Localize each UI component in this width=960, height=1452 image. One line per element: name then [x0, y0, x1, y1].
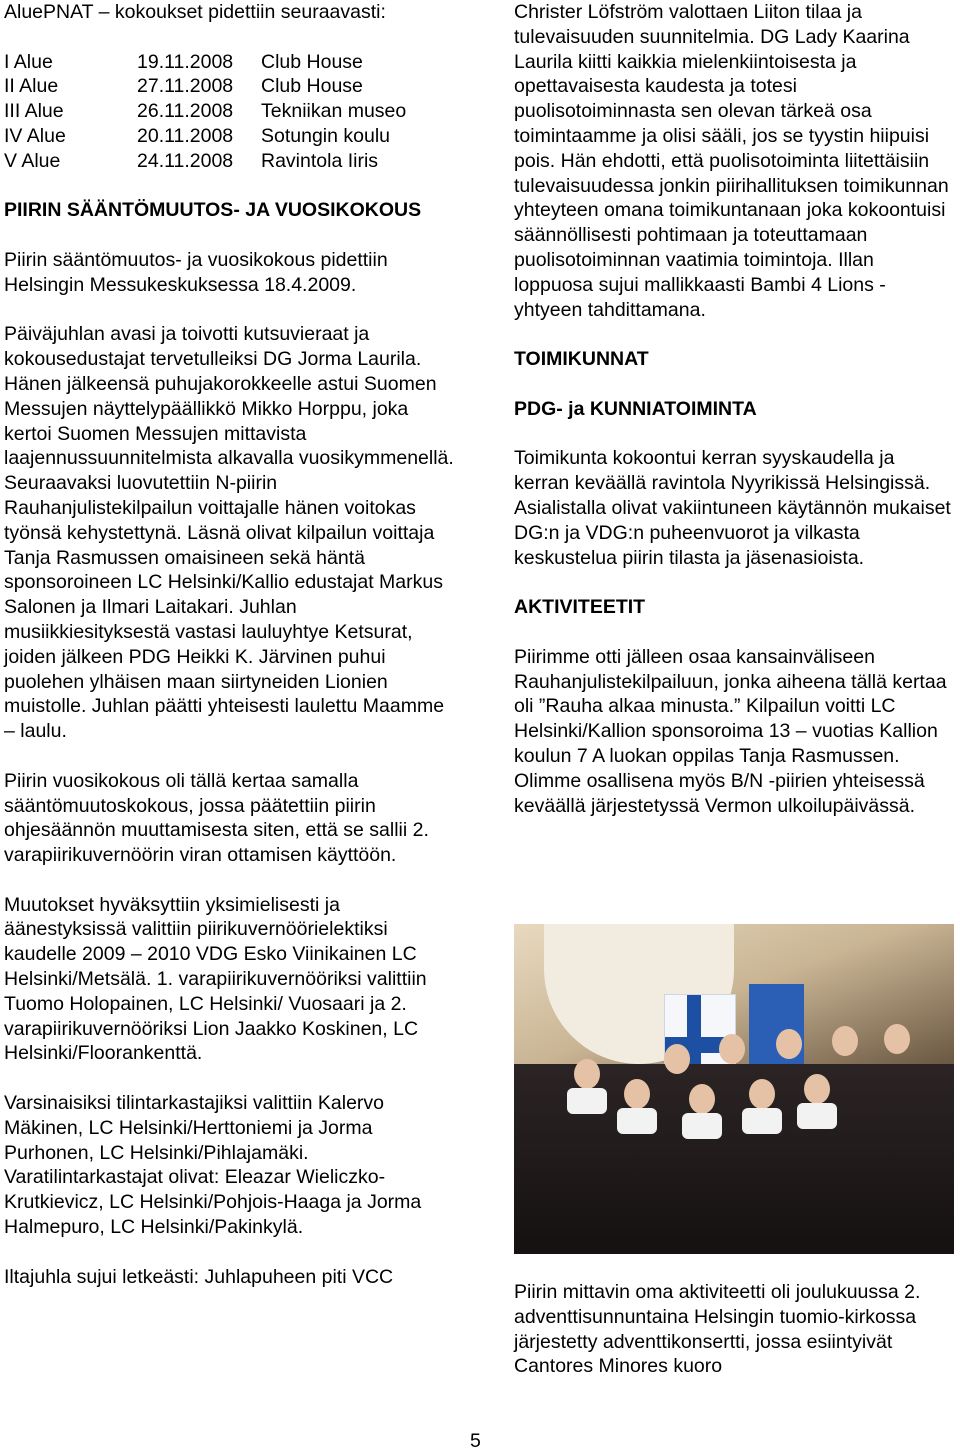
table-row: [4, 99, 406, 124]
meeting-place: Tekniikan museo: [261, 100, 407, 123]
paragraph: Piirin vuosikokous oli tällä kertaa samalla sääntömuutoskokous, jossa päätettiin piirin ohjesäännön muuttamisesta siten, että se sallii 2. varapiirikuvernöörin viran ottamisen käyttöön.: [4, 769, 429, 867]
meeting-alue: IV Alue: [4, 124, 66, 147]
photo-caption: Piirin mittavin oma aktiviteetti oli joulukuussa 2. adventtisunnuntaina Helsingin tuomio-kirkossa järjestetty adventtikonsertti, jossa esiintyivät Cantores Minores kuoro: [514, 1281, 921, 1378]
paragraph: Toimikunta kokoontui kerran syyskaudella ja kerran keväällä ravintola Nyyrikissä Helsingissä. Asialistalla olivat vakiintuneen käytännön mukaiset DG:n ja VDG:n puheenvuorot ja vilkasta keskustelua piirin tilasta ja jäsenasioista.: [514, 447, 951, 569]
meetings-table: [4, 50, 406, 174]
section-heading-aktiviteetit: AKTIVITEETIT: [514, 596, 646, 619]
meeting-place: Club House: [261, 50, 363, 73]
meeting-date: 26.11.2008: [137, 100, 234, 123]
section-heading-vuosikokous: PIIRIN SÄÄNTÖMUUTOS- JA VUOSIKOKOUS: [4, 199, 422, 222]
meetings-intro: AluePNAT – kokoukset pidettiin seuraavasti:: [4, 1, 386, 23]
page-number: 5: [470, 1430, 481, 1452]
paragraph: Piirimme otti jälleen osaa kansainväliseen Rauhanjulistekilpailuun, jonka aiheena tällä kertaa oli ”Rauha alkaa minusta.” Kilpailun voitti LC Helsinki/Kallion sponsoroima 13 – vuotias Kallion koulun 7 A luokan oppilas Tanja Rasmussen. Olimme osallisena myös B/N -piirien yhteisessä keväällä järjestetyssä Vermon ulkoilupäivässä.: [514, 645, 947, 817]
paragraph: Varsinaisiksi tilintarkastajiksi valittiin Kalervo Mäkinen, LC Helsinki/Herttoniemi ja Jorma Purhonen, LC Helsinki/Pihlajamäki. Varatilintarkastajat olivat: Eleazar Wieliczko-Krutkievicz, LC Helsinki/Pohjois-Haaga ja Jorma Halmepuro, LC Helsinki/Pakinkylä.: [4, 1092, 422, 1239]
meeting-place: Club House: [261, 75, 363, 98]
meeting-alue: I Alue: [4, 50, 53, 73]
section-heading-pdg: PDG- ja KUNNIATOIMINTA: [514, 397, 757, 420]
meeting-alue: II Alue: [4, 75, 59, 98]
paragraph: Päiväjuhlan avasi ja toivotti kutsuvieraat ja kokousedustajat tervetulleiksi DG Jorma Laurila. Hänen jälkeensä puhujakorokkeelle astui Suomen Messujen näyttelypäällikkö Mikko Horppu, joka kertoi Suomen Messujen mittavista laajennussuunnitelmista alkavalla vuosikymmenellä. Seuraavaksi luovutettiin N-piirin Rauhanjulistekilpailun voittajalle hänen voitokas työnsä kehystettynä. Läsnä olivat kilpailun voittaja Tanja Rasmussen omaisineen sekä häntä sponsoroineen LC Helsinki/Kallio edustajat Markus Salonen ja Ilmari Laitakari. Juhlan musiikkiesityksestä vastasi lauluyhtye Ketsurat, joiden jälkeen PDG Heikki K. Järvinen puhui puolehen ylhäisen maan siirtyneiden Lionien muistolle. Juhlan päätti yhteisesti laulettu Maamme – laulu.: [4, 323, 454, 743]
meeting-date: 27.11.2008: [137, 75, 234, 98]
paragraph: Christer Löfström valottaen Liiton tilaa ja tulevaisuuden suunnitelmia. DG Lady Kaarina Laurila kiitti kaikkia mielenkiintoisesta ja opettavaisesta kaudesta ja totesi puolisotoiminnasta sen olevan tärkeä osa toimintaamme ja olisi sääli, jos se tyystin hiipuisi pois. Hän ehdotti, että puolisotoiminta liitettäisiin tulevaisuudessa jonkin piirihallituksen toimikunnan yhteyteen omana toimikuntanaan joka kokoontuisi säännöllisesti pohtimaan ja toteuttamaan puolisotoiminnan vaatimia toimintoja. Illan loppuosa sujui mallikkaasti Bambi 4 Lions -yhtyeen tahdittamana.: [514, 1, 949, 321]
table-row: [4, 124, 406, 149]
left-column: [4, 0, 454, 1289]
paragraph: Muutokset hyväksyttiin yksimielisesti ja äänestyksissä valittiin piirikuvernöörielektiksi kaudelle 2009 – 2010 VDG Esko Viinikainen LC Helsinki/Metsälä. 1. varapiirikuvernööriksi valittiin Tuomo Holopainen, LC Helsinki/ Vuosaari ja 2. varapiirikuvernööriksi Lion Jaakko Koskinen, LC Helsinki/Floorankenttä.: [4, 893, 427, 1065]
right-column: [514, 0, 954, 818]
meeting-date: 20.11.2008: [137, 124, 234, 147]
meeting-place: Sotungin koulu: [261, 124, 391, 147]
table-row: [4, 50, 406, 75]
table-row: [4, 149, 406, 174]
meeting-date: 19.11.2008: [137, 50, 234, 73]
choir-photo: [514, 924, 954, 1254]
meeting-alue: III Alue: [4, 100, 64, 123]
section-heading-toimikunnat: TOIMIKUNNAT: [514, 348, 649, 371]
meeting-place: Ravintola Iiris: [261, 149, 379, 172]
choir-group: [514, 1064, 954, 1254]
table-row: [4, 74, 406, 99]
meeting-date: 24.11.2008: [137, 149, 234, 172]
paragraph: Piirin sääntömuutos- ja vuosikokous pidettiin Helsingin Messukeskuksessa 18.4.2009.: [4, 248, 388, 296]
meeting-alue: V Alue: [4, 149, 61, 172]
paragraph: Iltajuhla sujui letkeästi: Juhlapuheen piti VCC: [4, 1265, 394, 1288]
